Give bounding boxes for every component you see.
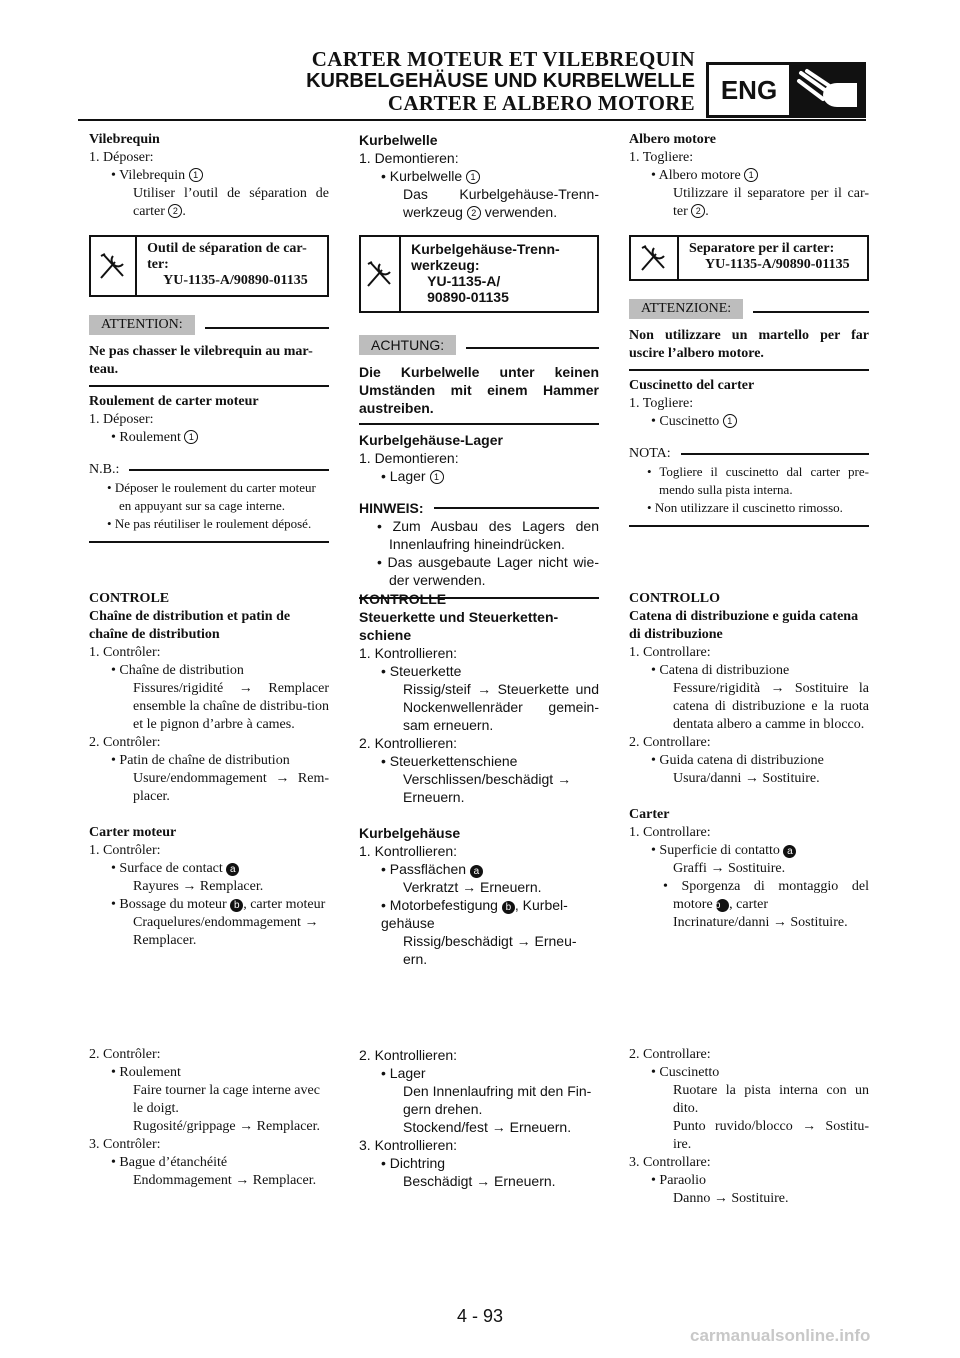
bullet: • Paraolio bbox=[651, 1173, 707, 1188]
page-number: 4 - 93 bbox=[456, 1306, 504, 1326]
column-fr-bottom bbox=[89, 1046, 329, 1190]
column-de bbox=[359, 131, 599, 599]
attention-text: Non utilizzare un martello per far uscire l’albero motore. bbox=[629, 328, 869, 361]
heading: Kurbelwelle bbox=[359, 132, 438, 148]
heading: CONTROLE bbox=[89, 591, 170, 606]
bullet: • Chaîne de distribution bbox=[111, 663, 244, 678]
bullet: • Steuerkettenschiene bbox=[381, 753, 518, 769]
column-it-bottom bbox=[629, 1046, 869, 1208]
step: 2. Contrôler: bbox=[89, 735, 161, 750]
step: 1. Togliere: bbox=[629, 150, 694, 165]
bullet: • Dichtring bbox=[381, 1155, 446, 1171]
watermark: carmanualsonline.info bbox=[690, 1326, 871, 1345]
bullet-text: Craquelures/endommagement → Remplacer. bbox=[133, 915, 319, 948]
step: 1. Kontrollieren: bbox=[359, 843, 458, 859]
step: 3. Contrôler: bbox=[89, 1137, 161, 1152]
step: 1. Déposer: bbox=[89, 150, 154, 165]
badge-label: ENG bbox=[709, 65, 789, 115]
bullet-text: Fessure/rigidità → Sostituire la catena di distribuzione e la ruota dentata albero a camme in blocco. bbox=[673, 681, 869, 732]
step: 1. Contrôler: bbox=[89, 645, 161, 660]
attention-head bbox=[629, 299, 869, 319]
bullet-text: Endommagement → Remplacer. bbox=[133, 1173, 317, 1188]
bullet: • Vilebrequin 1 bbox=[89, 167, 329, 185]
tool-box bbox=[89, 235, 329, 297]
note-head: HINWEIS: bbox=[359, 499, 599, 517]
bullet: • Roulement bbox=[111, 1065, 181, 1080]
bullet-text: Faire tourner la cage interne avec le doigt. bbox=[133, 1083, 320, 1116]
step: 2. Controllare: bbox=[629, 1047, 711, 1062]
subheading: Kurbelgehäuse-Lager bbox=[359, 432, 503, 448]
bullet-text: Ruotare la pista interna con un dito. bbox=[673, 1083, 869, 1116]
step: 3. Controllare: bbox=[629, 1155, 711, 1170]
attention-head bbox=[359, 335, 599, 355]
section-badge bbox=[706, 62, 866, 118]
step: 1. Demontieren: bbox=[359, 450, 459, 466]
column-fr-control bbox=[89, 590, 329, 950]
heading: Vilebrequin bbox=[89, 132, 160, 147]
bullet: • Steuerkette bbox=[381, 663, 462, 679]
step: 2. Contrôler: bbox=[89, 1047, 161, 1062]
column-fr bbox=[89, 131, 329, 543]
header-rule bbox=[78, 119, 866, 121]
bullet-text: Utiliser l’outil de séparation de carter 2 . bbox=[133, 186, 329, 219]
subheading: Catena di distribuzione e guida catena di distribuzione bbox=[629, 609, 859, 642]
wrench-icon bbox=[361, 237, 401, 311]
step: 2. Kontrollieren: bbox=[359, 735, 458, 751]
note-head: NOTA: bbox=[629, 445, 869, 463]
heading: Albero motore bbox=[629, 132, 716, 147]
step: 1. Contrôler: bbox=[89, 843, 161, 858]
attention-text: Die Kurbelwelle unter keinen Umständen mit einem Hammer austreiben. bbox=[359, 364, 599, 416]
attention-label: ATTENTION: bbox=[89, 315, 195, 335]
bullet-text: Danno → Sostituire. bbox=[673, 1191, 789, 1206]
bullet: • Albero motore 1 bbox=[629, 167, 869, 185]
bullet-text: Beschädigt → Erneuern. bbox=[403, 1173, 556, 1189]
step: 1. Controllare: bbox=[629, 645, 711, 660]
tool-text: Separatore per il carter: YU-1135-A/90890-01135 bbox=[689, 241, 850, 272]
tool-box bbox=[359, 235, 599, 313]
wrench-icon bbox=[91, 237, 137, 295]
subheading: Roulement de carter moteur bbox=[89, 394, 259, 409]
bullet-text: Verschlissen/beschädigt → Erneuern. bbox=[403, 771, 572, 805]
attention-label: ACHTUNG: bbox=[359, 335, 456, 355]
subheading: Chaîne de distribution et patin de chaîne de distribution bbox=[89, 609, 291, 642]
heading: KONTROLLE bbox=[359, 591, 447, 607]
bullet-text: Rissig/beschädigt → Erneu-ern. bbox=[403, 933, 577, 967]
bullet-text: Utilizzare il separatore per il car-ter 2 . bbox=[673, 186, 869, 219]
bullet-text: Rugosité/grippage → Remplacer. bbox=[133, 1119, 321, 1134]
title-it: CARTER E ALBERO MOTORE bbox=[387, 91, 695, 115]
bullet: • Bossage du moteur b , carter moteur bbox=[111, 897, 326, 912]
note-item: • Non utilizzare il cuscinetto rimosso. bbox=[647, 500, 843, 515]
bullet: • Roulement 1 bbox=[89, 429, 329, 447]
title-de: KURBELGEHÄUSE UND KURBELWELLE bbox=[306, 70, 695, 92]
bullet: • Catena di distribuzione bbox=[651, 663, 790, 678]
page-header bbox=[300, 48, 695, 114]
step: 1. Demontieren: bbox=[359, 150, 459, 166]
bullet: • Lager 1 bbox=[359, 467, 599, 485]
note-item: • Zum Ausbau des Lagers den Innenlaufring hineindrücken. bbox=[377, 518, 599, 552]
bullet-text: Das Kurbelgehäuse-Trenn-werkzeug 2 verwenden. bbox=[403, 186, 599, 220]
bullet: • Motorbefestigung b , Kurbel-gehäuse bbox=[381, 897, 568, 931]
attention-head bbox=[89, 315, 329, 335]
column-it-control bbox=[629, 590, 869, 932]
tool-text: Kurbelgehäuse-Trenn-werkzeug: YU-1135-A/ 90890-01135 bbox=[411, 241, 560, 305]
bullet: • Surface de contact a bbox=[89, 860, 329, 878]
attention-label: ATTENZIONE: bbox=[629, 299, 743, 319]
bullet-text: Stockend/fest → Erneuern. bbox=[403, 1119, 572, 1135]
step: 3. Kontrollieren: bbox=[359, 1137, 458, 1153]
heading: CONTROLLO bbox=[629, 591, 721, 606]
bullet-text: Usura/danni → Sostituire. bbox=[673, 771, 820, 786]
column-it bbox=[629, 131, 869, 527]
bullet: • Cuscinetto bbox=[651, 1065, 720, 1080]
step: 1. Kontrollieren: bbox=[359, 645, 458, 661]
column-de-bottom bbox=[359, 1046, 599, 1190]
bullet-text: Den Innenlaufring mit den Fin-gern drehen. bbox=[403, 1083, 592, 1117]
tool-text: Outil de séparation de car-ter: YU-1135-A/90890-01135 bbox=[147, 241, 308, 288]
note-item: • Togliere il cuscinetto dal carter pre-mendo sulla pista interna. bbox=[647, 464, 869, 497]
bullet: • Kurbelwelle 1 bbox=[359, 167, 599, 185]
note-item: • Déposer le roulement du carter moteur en appuyant sur sa cage interne. bbox=[107, 480, 316, 513]
bullet: • Sporgenza di montaggio del motore b , carter bbox=[663, 879, 869, 912]
subheading: Steuerkette und Steuerketten-schiene bbox=[359, 609, 559, 643]
bullet-text: Verkratzt → Erneuern. bbox=[403, 879, 542, 895]
note-head: N.B.: bbox=[89, 461, 329, 479]
engine-icon bbox=[789, 65, 863, 115]
attention-text: Ne pas chasser le vilebrequin au mar-teau. bbox=[89, 344, 313, 377]
bullet: • Patin de chaîne de distribution bbox=[111, 753, 290, 768]
step: 2. Kontrollieren: bbox=[359, 1047, 458, 1063]
bullet-text: Incrinature/danni → Sostituire. bbox=[673, 915, 848, 930]
bullet-text: Punto ruvido/blocco → Sostitu-ire. bbox=[673, 1119, 869, 1152]
marker-1: 1 bbox=[189, 168, 203, 182]
marker-2: 2 bbox=[168, 204, 182, 218]
step: 1. Controllare: bbox=[629, 825, 711, 840]
note-item: • Das ausgebaute Lager nicht wie-der verwenden. bbox=[377, 554, 599, 588]
bullet: • Superficie di contatto a bbox=[629, 842, 869, 860]
note-item: • Ne pas réutiliser le roulement déposé. bbox=[107, 516, 312, 531]
bullet-text: Rayures → Remplacer. bbox=[133, 879, 264, 894]
bullet: • Lager bbox=[381, 1065, 426, 1081]
bullet: • Cuscinetto 1 bbox=[629, 413, 869, 431]
step: 1. Togliere: bbox=[629, 396, 694, 411]
subheading: Carter bbox=[629, 807, 670, 822]
bullet-text: Usure/endommagement → Rem-placer. bbox=[133, 771, 329, 804]
tool-box bbox=[629, 235, 869, 281]
wrench-icon bbox=[631, 237, 679, 279]
bullet: • Passflächen a bbox=[359, 860, 599, 878]
step: 1. Déposer: bbox=[89, 412, 154, 427]
bullet: • Guida catena di distribuzione bbox=[651, 753, 824, 768]
bullet-text: Graffi → Sostituire. bbox=[673, 861, 786, 876]
subheading: Kurbelgehäuse bbox=[359, 825, 461, 841]
bullet-text: Fissures/rigidité → Remplacer ensemble la chaîne de distribu-tion et le pignon d’arbre à cames. bbox=[133, 681, 329, 732]
subheading: Cuscinetto del carter bbox=[629, 378, 755, 393]
title-fr: CARTER MOTEUR ET VILEBREQUIN bbox=[311, 47, 695, 71]
column-de-control bbox=[359, 590, 599, 968]
bullet-text: Rissig/steif → Steuerkette und Nockenwellenräder gemein-sam erneuern. bbox=[403, 681, 599, 733]
subheading: Carter moteur bbox=[89, 825, 177, 840]
step: 2. Controllare: bbox=[629, 735, 711, 750]
bullet: • Bague d’étanchéité bbox=[111, 1155, 228, 1170]
